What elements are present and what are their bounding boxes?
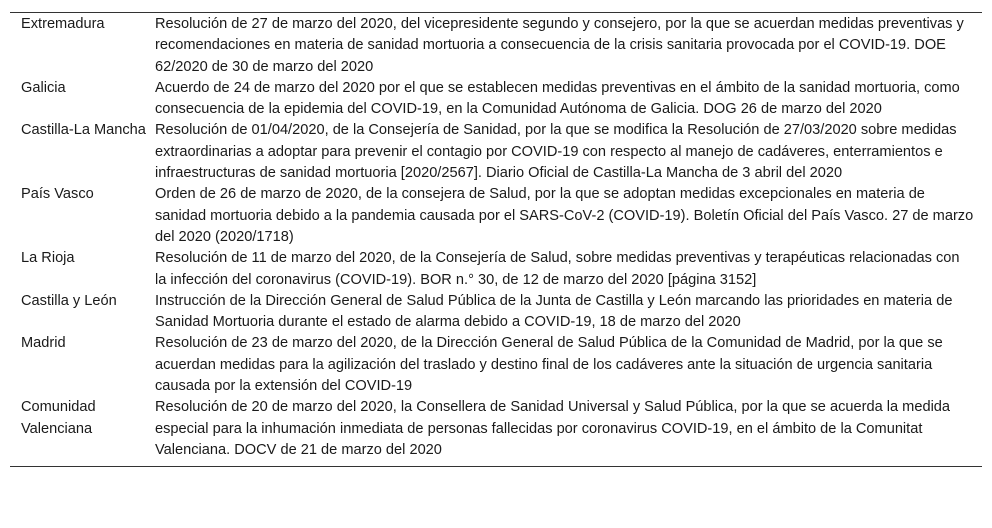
- region-cell: Comunidad Valenciana: [21, 399, 96, 437]
- regulation-cell: Acuerdo de 24 de marzo del 2020 por el que se establecen medidas preventivas en el ámbito de la sanidad mortuoria, como consecuencia de la epidemia del COVID-19, en la Comunidad Autónoma de Galicia. DOG 26 de marzo del 2020: [155, 79, 960, 118]
- table-row: [10, 248, 982, 291]
- regulation-cell: Resolución de 11 de marzo del 2020, de la Consejería de Salud, sobre medidas preventivas y terapéuticas relacionadas con la infección del coronavirus (COVID-19). BOR n.° 30, de 12 de marzo del 2020 [página 3152]: [155, 250, 960, 288]
- table-row: [10, 78, 982, 121]
- regulation-cell: Orden de 26 de marzo de 2020, de la consejera de Salud, por la que se adoptan medidas excepcionales en materia de sanidad mortuoria debido a la pandemia causada por el SARS-CoV-2 (COVID-19). Boletín Oficial del País Vasco. 27 de marzo del 2020 (2020/1718): [155, 186, 974, 245]
- table-row: [10, 291, 982, 334]
- region-cell: Extremadura: [21, 16, 105, 32]
- regulation-cell: Resolución de 20 de marzo del 2020, la Consellera de Sanidad Universal y Salud Pública, por la que se acuerda la medida especial para la inhumación inmediata de personas fallecidas por coronavirus COVID-19, en el ámbito de la Comunitat Valenciana. DOCV de 21 de marzo del 2020: [155, 399, 951, 458]
- region-cell: Castilla y León: [21, 292, 117, 309]
- table-row: [10, 184, 982, 248]
- regulations-table-container: [10, 12, 982, 467]
- region-cell: Castilla-La Mancha: [21, 122, 146, 139]
- regulation-cell: Resolución de 23 de marzo del 2020, de la Dirección General de Salud Pública de la Comunidad de Madrid, por la que se acuerdan medidas para la agilización del traslado y destino final de los cadáveres ante la situación de urgencia sanitaria causada por la extensión del COVID-19: [155, 335, 943, 395]
- table-row: [10, 397, 982, 466]
- region-cell: Galicia: [21, 79, 66, 96]
- region-cell: País Vasco: [21, 186, 94, 203]
- table-row: [10, 120, 982, 184]
- table-row: [10, 333, 982, 397]
- region-cell: Madrid: [21, 335, 66, 352]
- table-row: [10, 13, 982, 78]
- regulation-cell: Instrucción de la Dirección General de Salud Pública de la Junta de Castilla y León marcando las prioridades en materia de Sanidad Mortuoria durante el estado de alarma debido a COVID-19, 18 de marzo del 2020: [155, 292, 953, 331]
- regulation-cell: Resolución de 01/04/2020, de la Consejería de Sanidad, por la que se modifica la Resolución de 27/03/2020 sobre medidas extraordinarias a adoptar para prevenir el contagio por COVID-19 con respecto al manejo de cadáveres, enterramientos e infraestructuras de sanidad mortuoria [2020/2567]. Diario Oficial de Castilla-La Mancha de 3 abril del 2020: [155, 122, 957, 182]
- region-cell: La Rioja: [21, 250, 75, 267]
- regulation-cell: Resolución de 27 de marzo del 2020, del vicepresidente segundo y consejero, por la que se acuerdan medidas preventivas y recomendaciones en materia de sanidad mortuoria a consecuencia de la crisis sanitaria provocada por el COVID-19. DOE 62/2020 de 30 de marzo del 2020: [155, 16, 964, 75]
- regulations-table: [10, 12, 982, 467]
